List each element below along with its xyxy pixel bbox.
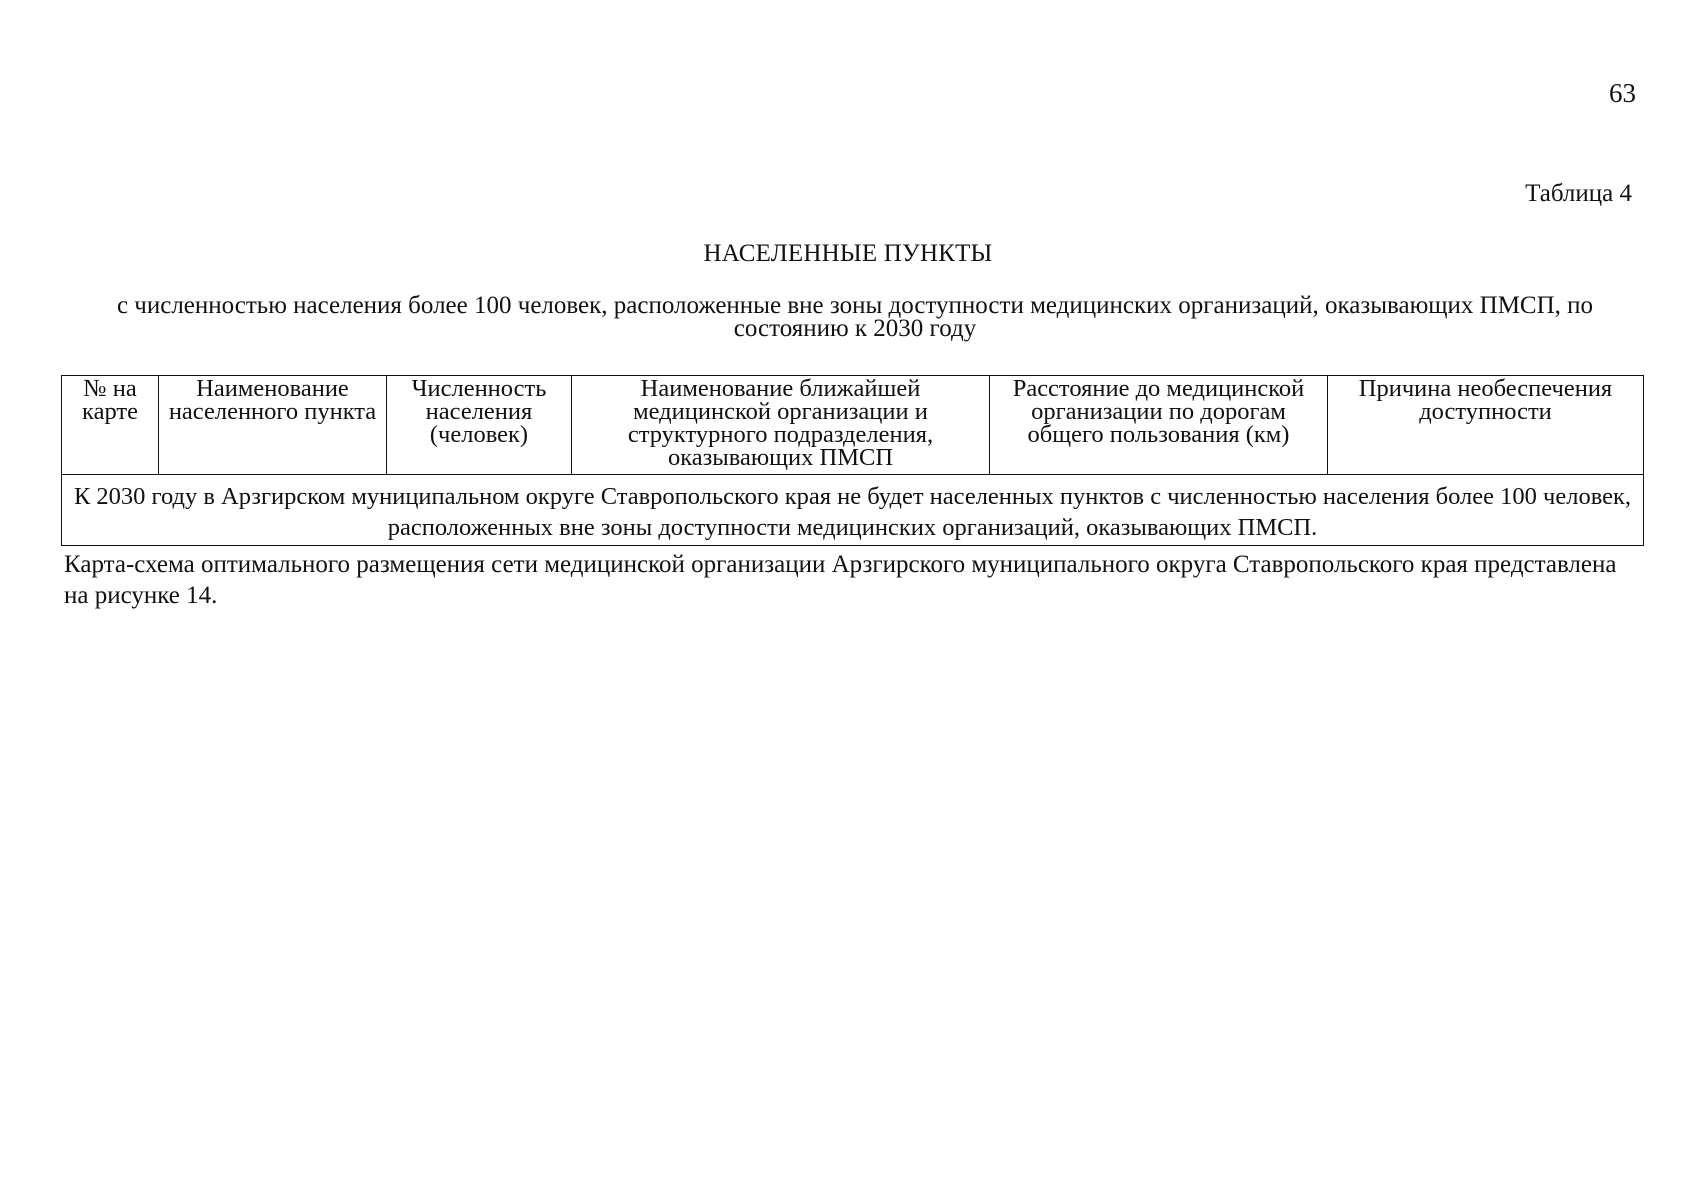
column-header-settlement-name: Наименование населенного пункта: [159, 376, 387, 475]
document-title: НАСЕЛЕННЫЕ ПУНКТЫ: [703, 240, 993, 267]
column-header-nearest-organization: Наименование ближайшей медицинской организации и структурного подразделения, оказывающих ПМСП: [572, 376, 990, 475]
settlements-table: [61, 375, 1644, 546]
table-label: Таблица 4: [1525, 180, 1632, 207]
document-subtitle: с численностью населения более 100 человек, расположенные вне зоны доступности медицинских организаций, оказывающих ПМСП, по состоянию к 2030 году: [116, 292, 1594, 342]
column-header-population: Численность населения (человек): [387, 376, 572, 475]
table-notice-cell: К 2030 году в Арзгирском муниципальном округе Ставропольского края не будет населенных пунктов с численностью населения более 100 человек, расположенных вне зоны доступности медицинских организаций, оказывающих ПМСП.: [62, 475, 1644, 546]
column-header-distance: Расстояние до медицинской организации по дорогам общего пользования (км): [990, 376, 1328, 475]
footer-paragraph: Карта-схема оптимального размещения сети медицинской организации Арзгирского муниципального округа Ставропольского края представлена на рисунке 14.: [64, 551, 1617, 609]
column-header-map-number: № на карте: [62, 376, 159, 475]
column-header-reason: Причина необеспечения доступности: [1328, 376, 1644, 475]
table-row: [62, 475, 1644, 546]
page-number: 63: [1609, 78, 1636, 108]
table-header-row: [62, 376, 1644, 475]
